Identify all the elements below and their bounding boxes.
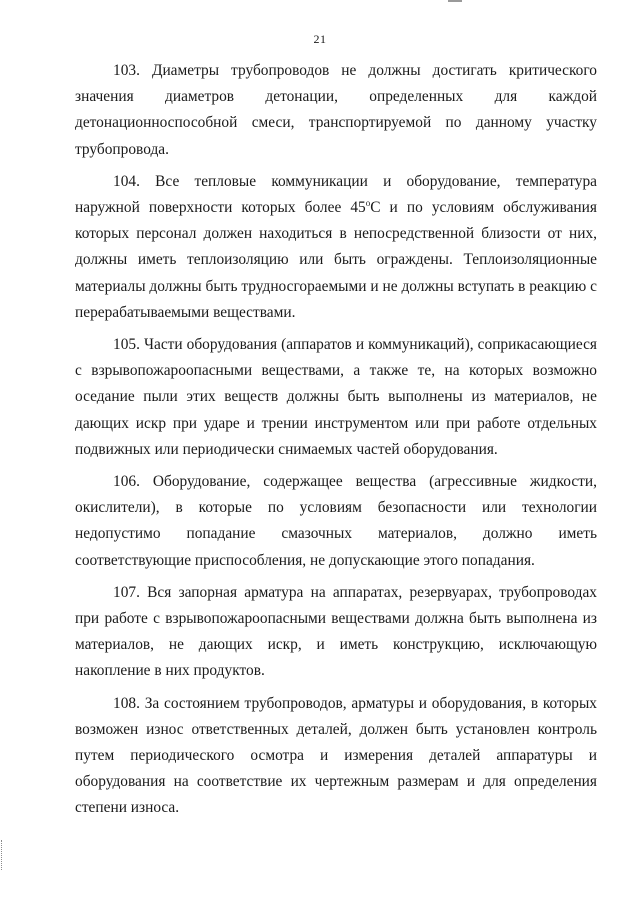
scan-artifact-left (1, 840, 3, 870)
paragraph-107: 107. Вся запорная арматура на аппаратах, резервуарах, трубопроводах при работе с взрывопожароопасными веществами должна быть выполнена из материалов, не дающих искр, и иметь конструкцию, исключающую накопление в них продуктов. (75, 583, 597, 680)
paragraph-108: 108. За состоянием трубопроводов, арматуры и оборудования, в которых возможен износ ответственных деталей, должен быть установлен контроль путем периодического осмотра и измерения деталей аппаратуры и оборудования на соответствие их чертежным размерам и для определения степени износа. (75, 694, 597, 817)
paragraph-105: 105. Части оборудования (аппаратов и коммуникаций), соприкасающиеся с взрывопожароопасными веществами, а также те, на которых возможно оседание пыли этих веществ должны быть выполнены из материалов, не дающих искр при ударе и трении инструментом или при работе отдельных подвижных или периодически снимаемых частей оборудования. (75, 336, 597, 458)
scan-artifact-top (448, 0, 462, 2)
paragraph-106: 106. Оборудование, содержащее вещества (агрессивные жидкости, окислители), в которые по условиям безопасности или технологии недопустимо попадание смазочных материалов, должно иметь соответствующие приспособления, не допускающие этого попадания. (75, 473, 597, 569)
paragraph-104-text-after: С и по условиям обслуживания которых персонал должен находиться в непосредственной близости от них, должны иметь теплоизоляцию или быть ограждены. Теплоизоляционные материалы должны быть трудносгораемыми и не должны вступать в реакцию с перерабатываемыми веществами. (75, 199, 597, 321)
page-number: 21 (313, 32, 327, 46)
paragraph-104 (75, 169, 597, 326)
degree-superscript: о (365, 197, 371, 208)
document-body (75, 58, 597, 828)
paragraph-103: 103. Диаметры трубопроводов не должны достигать критического значения диаметров детонации, определенных для каждой детонационноспособной смеси, транспортируемой по данному участку трубопровода. (75, 62, 597, 158)
paragraph-104-text-before: 104. Все тепловые коммуникации и оборудование, температура наружной поверхности которых более 45 (75, 172, 597, 217)
